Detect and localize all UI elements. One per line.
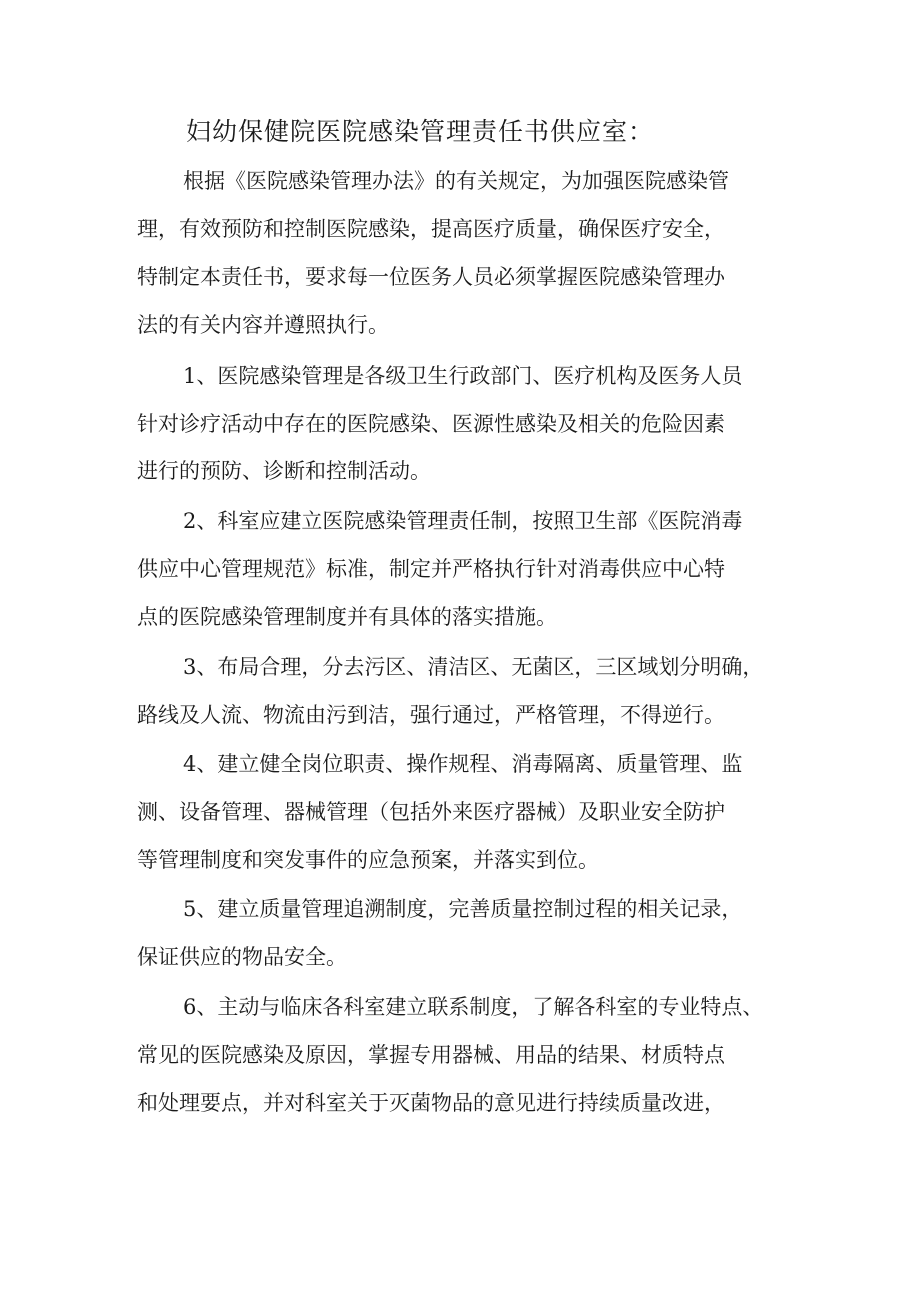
paragraph-line: 保证供应的物品安全。 <box>137 945 347 969</box>
document-title: 妇幼保健院医院感染管理责任书供应室： <box>186 117 655 146</box>
paragraph-line: 6、主动与临床各科室建立联系制度，了解各科室的专业特点、 <box>183 995 764 1019</box>
paragraph-line: 测、设备管理、器械管理（包括外来医疗器械）及职业安全防护 <box>137 800 725 824</box>
paragraph-line: 路线及人流、物流由污到洁，强行通过，严格管理，不得逆行。 <box>137 703 725 727</box>
paragraph-line: 和处理要点，并对科室关于灭菌物品的意见进行持续质量改进， <box>137 1091 725 1115</box>
paragraph-line: 4、建立健全岗位职责、操作规程、消毒隔离、质量管理、监 <box>183 752 743 776</box>
paragraph-line: 1、医院感染管理是各级卫生行政部门、医疗机构及医务人员 <box>183 364 743 388</box>
paragraph-line: 常见的医院感染及原因，掌握专用器械、用品的结果、材质特点 <box>137 1043 725 1067</box>
paragraph-line: 针对诊疗活动中存在的医院感染、医源性感染及相关的危险因素 <box>137 412 725 436</box>
paragraph-line: 进行的预防、诊断和控制活动。 <box>137 459 431 483</box>
paragraph-line: 5、建立质量管理追溯制度，完善质量控制过程的相关记录， <box>183 897 743 921</box>
paragraph-line: 供应中心管理规范》标准，制定并严格执行针对消毒供应中心特 <box>137 557 725 581</box>
paragraph-line: 法的有关内容并遵照执行。 <box>137 313 389 337</box>
paragraph-line: 理，有效预防和控制医院感染，提高医疗质量，确保医疗安全， <box>137 217 725 241</box>
paragraph-line: 3、布局合理，分去污区、清洁区、无菌区，三区域划分明确， <box>183 655 764 679</box>
paragraph-line: 等管理制度和突发事件的应急预案，并落实到位。 <box>137 848 599 872</box>
paragraph-line: 点的医院感染管理制度并有具体的落实措施。 <box>137 605 557 629</box>
paragraph-line: 特制定本责任书，要求每一位医务人员必须掌握医院感染管理办 <box>137 265 725 289</box>
paragraph-line: 根据《医院感染管理办法》的有关规定，为加强医院感染管 <box>183 169 729 193</box>
paragraph-line: 2、科室应建立医院感染管理责任制，按照卫生部《医院消毒 <box>183 509 743 533</box>
